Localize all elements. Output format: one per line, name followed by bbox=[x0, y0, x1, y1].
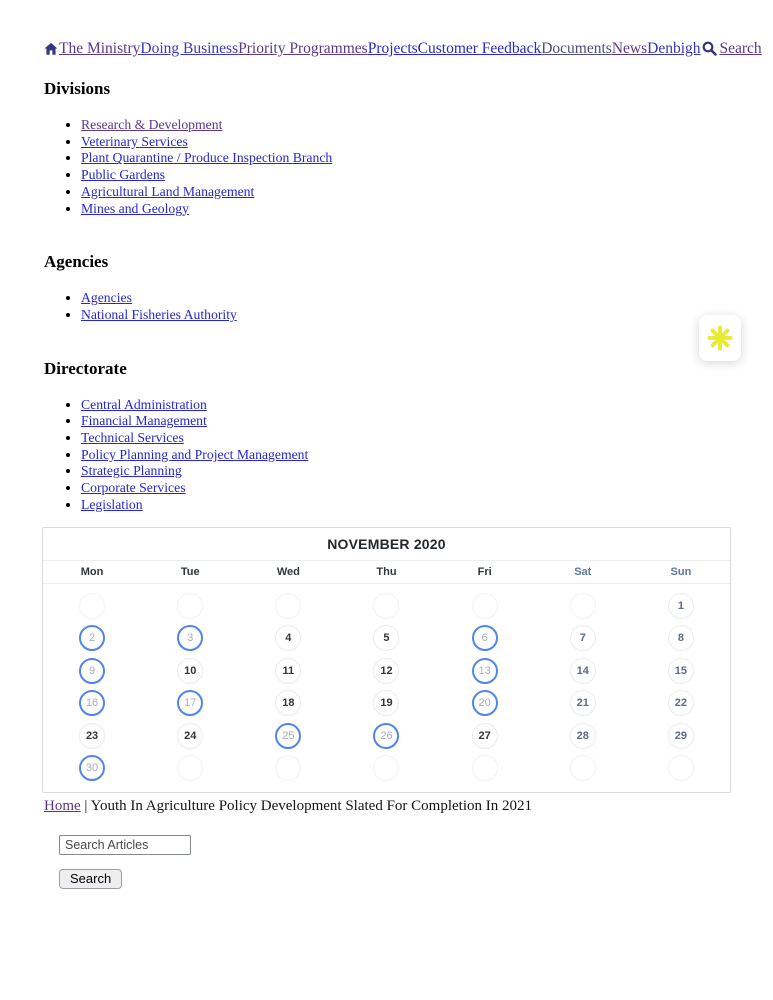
link-plant-quarantine-produce-inspection-branch[interactable]: Plant Quarantine / Produce Inspection Branch bbox=[81, 150, 333, 166]
list-item bbox=[81, 117, 731, 134]
day-name-wed: Wed bbox=[276, 565, 300, 578]
link-public-gardens[interactable]: Public Gardens bbox=[81, 167, 166, 183]
calendar-day-28: 28 bbox=[570, 723, 596, 749]
list-item bbox=[81, 307, 731, 324]
calendar-day-10: 10 bbox=[177, 658, 203, 684]
link-policy-planning-and-project-management[interactable]: Policy Planning and Project Management bbox=[81, 446, 309, 462]
calendar-day-empty bbox=[373, 593, 399, 619]
calendar-day-18: 18 bbox=[275, 690, 301, 716]
link-legislation[interactable]: Legislation bbox=[81, 496, 143, 512]
breadcrumb bbox=[44, 798, 731, 815]
day-name-tue: Tue bbox=[180, 565, 200, 578]
list-item bbox=[81, 447, 731, 464]
calendar-day-9-event[interactable]: 9 bbox=[79, 658, 105, 684]
list-item bbox=[81, 184, 731, 201]
section-heading-agencies: Agencies bbox=[44, 252, 109, 272]
calendar-day-19: 19 bbox=[373, 690, 399, 716]
calendar-day-empty bbox=[373, 755, 399, 781]
day-name-sun: Sun bbox=[670, 565, 692, 578]
calendar-title: NOVEMBER 2020 bbox=[43, 528, 730, 561]
sections bbox=[44, 79, 731, 514]
calendar-day-27: 27 bbox=[472, 723, 498, 749]
nav-link-projects[interactable]: Projects bbox=[367, 40, 418, 57]
breadcrumb-page-title: Youth In Agriculture Policy Development Slated For Completion In 2021 bbox=[90, 797, 532, 814]
section-divisions bbox=[44, 79, 731, 217]
calendar-week-row bbox=[43, 720, 730, 753]
calendar-day-empty bbox=[570, 593, 596, 619]
nav-links bbox=[59, 40, 701, 57]
calendar-day-6-event[interactable]: 6 bbox=[472, 625, 498, 651]
calendar-week-row bbox=[43, 687, 730, 720]
day-name-mon: Mon bbox=[80, 565, 104, 578]
calendar-day-empty bbox=[275, 755, 301, 781]
calendar-day-empty bbox=[472, 593, 498, 619]
calendar-day-empty bbox=[79, 593, 105, 619]
calendar-day-empty bbox=[472, 755, 498, 781]
section-heading-directorate: Directorate bbox=[44, 358, 127, 378]
link-central-administration[interactable]: Central Administration bbox=[81, 396, 207, 412]
list-item bbox=[81, 134, 731, 151]
link-research-development[interactable]: Research & Development bbox=[81, 117, 223, 132]
nav-link-search[interactable]: Search bbox=[719, 40, 762, 57]
calendar-week-row bbox=[43, 752, 730, 785]
list-item bbox=[81, 397, 731, 414]
day-name-fri: Fri bbox=[477, 565, 492, 578]
list-item bbox=[81, 430, 731, 447]
list-item bbox=[81, 463, 731, 480]
calendar-week-row bbox=[43, 590, 730, 623]
search-articles-input[interactable] bbox=[59, 835, 191, 855]
calendar-day-15: 15 bbox=[668, 658, 694, 684]
link-veterinary-services[interactable]: Veterinary Services bbox=[81, 133, 188, 149]
calendar-day-empty bbox=[668, 755, 694, 781]
calendar-day-14: 14 bbox=[570, 658, 596, 684]
link-agricultural-land-management[interactable]: Agricultural Land Management bbox=[81, 183, 255, 199]
link-financial-management[interactable]: Financial Management bbox=[81, 413, 207, 429]
calendar-day-21: 21 bbox=[570, 690, 596, 716]
calendar-day-23: 23 bbox=[79, 723, 105, 749]
nav-link-documents[interactable]: Documents bbox=[541, 40, 612, 57]
calendar-day-7: 7 bbox=[570, 625, 596, 651]
calendar-week-row bbox=[43, 622, 730, 655]
calendar-day-4: 4 bbox=[275, 625, 301, 651]
calendar-day-empty bbox=[177, 755, 203, 781]
list-item bbox=[81, 201, 731, 218]
nav-link-the-ministry[interactable]: The Ministry bbox=[59, 40, 141, 57]
home-icon[interactable] bbox=[44, 42, 58, 56]
nav-link-customer-feedback[interactable]: Customer Feedback bbox=[417, 40, 542, 57]
asterisk-icon bbox=[706, 324, 734, 352]
accessibility-widget-button[interactable] bbox=[699, 315, 741, 361]
calendar-day-empty bbox=[570, 755, 596, 781]
nav-search[interactable] bbox=[702, 40, 762, 57]
link-corporate-services[interactable]: Corporate Services bbox=[81, 480, 186, 496]
link-strategic-planning[interactable]: Strategic Planning bbox=[81, 463, 182, 479]
section-list-divisions bbox=[44, 117, 731, 217]
search-button[interactable]: Search bbox=[59, 869, 122, 889]
nav-link-denbigh[interactable]: Denbigh bbox=[647, 40, 701, 57]
list-item bbox=[81, 413, 731, 430]
calendar-day-2-event[interactable]: 2 bbox=[79, 625, 105, 651]
nav-link-news[interactable]: News bbox=[611, 40, 648, 57]
calendar-day-8: 8 bbox=[668, 625, 694, 651]
section-list-directorate bbox=[44, 397, 731, 514]
nav-link-priority-programmes[interactable]: Priority Programmes bbox=[238, 40, 368, 57]
link-agencies[interactable]: Agencies bbox=[81, 290, 132, 306]
section-agencies bbox=[44, 252, 731, 323]
calendar-day-empty bbox=[177, 593, 203, 619]
calendar-day-26-event[interactable]: 26 bbox=[373, 723, 399, 749]
events-calendar bbox=[42, 527, 731, 793]
list-item bbox=[81, 290, 731, 307]
calendar-day-13-event[interactable]: 13 bbox=[472, 658, 498, 684]
link-technical-services[interactable]: Technical Services bbox=[81, 430, 184, 446]
day-name-thu: Thu bbox=[376, 565, 397, 578]
calendar-day-29: 29 bbox=[668, 723, 694, 749]
calendar-day-empty bbox=[275, 593, 301, 619]
list-item bbox=[81, 167, 731, 184]
list-item bbox=[81, 480, 731, 497]
day-name-sat: Sat bbox=[574, 565, 592, 578]
calendar-day-names bbox=[43, 561, 730, 584]
breadcrumb-home-link[interactable]: Home bbox=[44, 797, 81, 814]
calendar-day-16-event[interactable]: 16 bbox=[79, 690, 105, 716]
section-directorate bbox=[44, 359, 731, 514]
calendar-day-12: 12 bbox=[373, 658, 399, 684]
calendar-grid bbox=[43, 584, 730, 792]
list-item bbox=[81, 497, 731, 514]
search-icon bbox=[702, 41, 717, 56]
top-nav bbox=[44, 40, 762, 57]
calendar-day-17-event[interactable]: 17 bbox=[177, 690, 203, 716]
link-mines-and-geology[interactable]: Mines and Geology bbox=[81, 200, 189, 216]
calendar-day-20-event[interactable]: 20 bbox=[472, 690, 498, 716]
calendar-day-11: 11 bbox=[275, 658, 301, 684]
calendar-day-5: 5 bbox=[373, 625, 399, 651]
calendar-day-3-event[interactable]: 3 bbox=[177, 625, 203, 651]
list-item bbox=[81, 150, 731, 167]
link-national-fisheries-authority[interactable]: National Fisheries Authority bbox=[81, 306, 237, 322]
calendar-day-1: 1 bbox=[668, 593, 694, 619]
section-heading-divisions: Divisions bbox=[44, 79, 111, 98]
section-list-agencies bbox=[44, 290, 731, 323]
calendar-day-24: 24 bbox=[177, 723, 203, 749]
breadcrumb-separator: | bbox=[84, 797, 88, 814]
calendar-day-22: 22 bbox=[668, 690, 694, 716]
calendar-day-25-event[interactable]: 25 bbox=[275, 723, 301, 749]
calendar-week-row bbox=[43, 655, 730, 688]
calendar-day-30-event[interactable]: 30 bbox=[79, 755, 105, 781]
nav-link-doing-business[interactable]: Doing Business bbox=[140, 40, 239, 57]
